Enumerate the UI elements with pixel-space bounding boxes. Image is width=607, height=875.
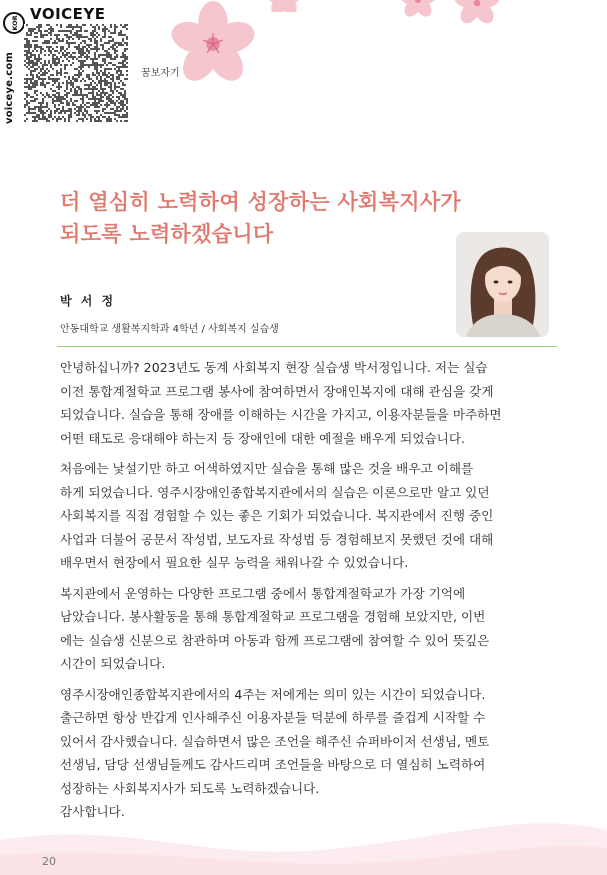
cherry-blossom-icon — [168, 0, 258, 88]
body-line: 이전 통합계절학교 프로그램 봉사에 참여하면서 장애인복지에 대해 관심을 갖게 — [60, 383, 494, 399]
body-line: 배우면서 현장에서 필요한 실무 능력을 채워나갈 수 있었습니다. — [60, 555, 409, 570]
body-line: 시간이 되었습니다. — [60, 656, 166, 671]
body-line: 영주시장애인종합복지관에서의 4주는 저에게는 의미 있는 시간이 되었습니다. — [60, 686, 486, 702]
body-line: 선생님, 담당 선생님들께도 감사드리며 조언들을 바탕으로 더 열심히 노력하여 — [60, 757, 486, 772]
voiceeye-url: voiceye.com — [4, 51, 15, 124]
headline-line-2: 되도록 노력하겠습니다 — [60, 222, 274, 246]
body-line: 안녕하십니까? 2023년도 동계 사회복지 현장 실습생 박서정입니다. 저는 실습 — [60, 360, 488, 375]
kor-label: KOR — [11, 15, 19, 31]
body-line: 어떤 태도로 응대해야 하는지 등 장애인에 대한 예절을 배우게 되었습니다. — [60, 430, 465, 446]
body-line: 남았습니다. 봉사활동을 통해 통합계절학교 프로그램을 경험해 보았지만, 이번 — [60, 609, 486, 624]
body-line: 하게 되었습니다. 영주시장애인종합복지관에서의 실습은 이론으로만 알고 있던 — [60, 484, 490, 500]
author-affiliation: 안동대학교 생활복지학과 4학년 / 사회복지 실습생 — [60, 324, 279, 335]
author-photo — [456, 232, 549, 337]
cherry-blossom-icon — [262, 0, 306, 12]
body-line: 감사합니다. — [60, 804, 125, 819]
body-line: 사회복지를 직접 경험할 수 있는 좋은 기회가 되었습니다. 복지관에서 진행 중인 — [60, 508, 494, 523]
section-tag: 꿈보자기 — [141, 68, 180, 79]
cherry-blossom-icon — [392, 0, 444, 20]
voiceeye-logo: VOICEYE — [30, 5, 106, 23]
body-line: 되었습니다. 실습을 통해 장애를 이해하는 시간을 가지고, 이용자분들을 마주하면 — [60, 407, 502, 422]
body-line: 사업과 더불어 공문서 작성법, 보도자료 작성법 등 경험해보지 못했던 것에 대해 — [60, 531, 494, 547]
body-line: 처음에는 낯설기만 하고 어색하였지만 실습을 통해 많은 것을 배우고 이해를 — [60, 461, 474, 476]
divider-rule — [57, 346, 557, 347]
author-name: 박 서 정 — [60, 294, 116, 308]
body-line: 출근하면 항상 반갑게 인사해주신 이용자분들 덕분에 하루를 즐겁게 시작할 수 — [60, 710, 486, 725]
kor-badge-icon — [3, 6, 25, 40]
body-paragraph — [60, 356, 552, 450]
page-number: 20 — [42, 855, 56, 868]
body-paragraph — [60, 683, 552, 824]
body-paragraph — [60, 457, 552, 575]
body-line: 있어서 감사했습니다. 실습하면서 많은 조언을 해주신 슈퍼바이저 선생님, 멘토 — [60, 733, 490, 749]
body-line: 성장하는 사회복지사가 되도록 노력하겠습니다. — [60, 780, 320, 796]
body-paragraph — [60, 582, 552, 676]
body-line: 복지관에서 운영하는 다양한 프로그램 중에서 통합계절학교가 가장 기억에 — [60, 585, 466, 601]
cherry-blossom-icon — [440, 0, 514, 28]
article-body — [60, 356, 552, 831]
voiceeye-barcode — [24, 24, 128, 122]
body-line: 에는 실습생 신분으로 참관하며 아동과 함께 프로그램에 참여할 수 있어 뜻깊은 — [60, 632, 490, 648]
headline-line-1: 더 열심히 노력하여 성장하는 사회복지사가 — [60, 190, 461, 214]
